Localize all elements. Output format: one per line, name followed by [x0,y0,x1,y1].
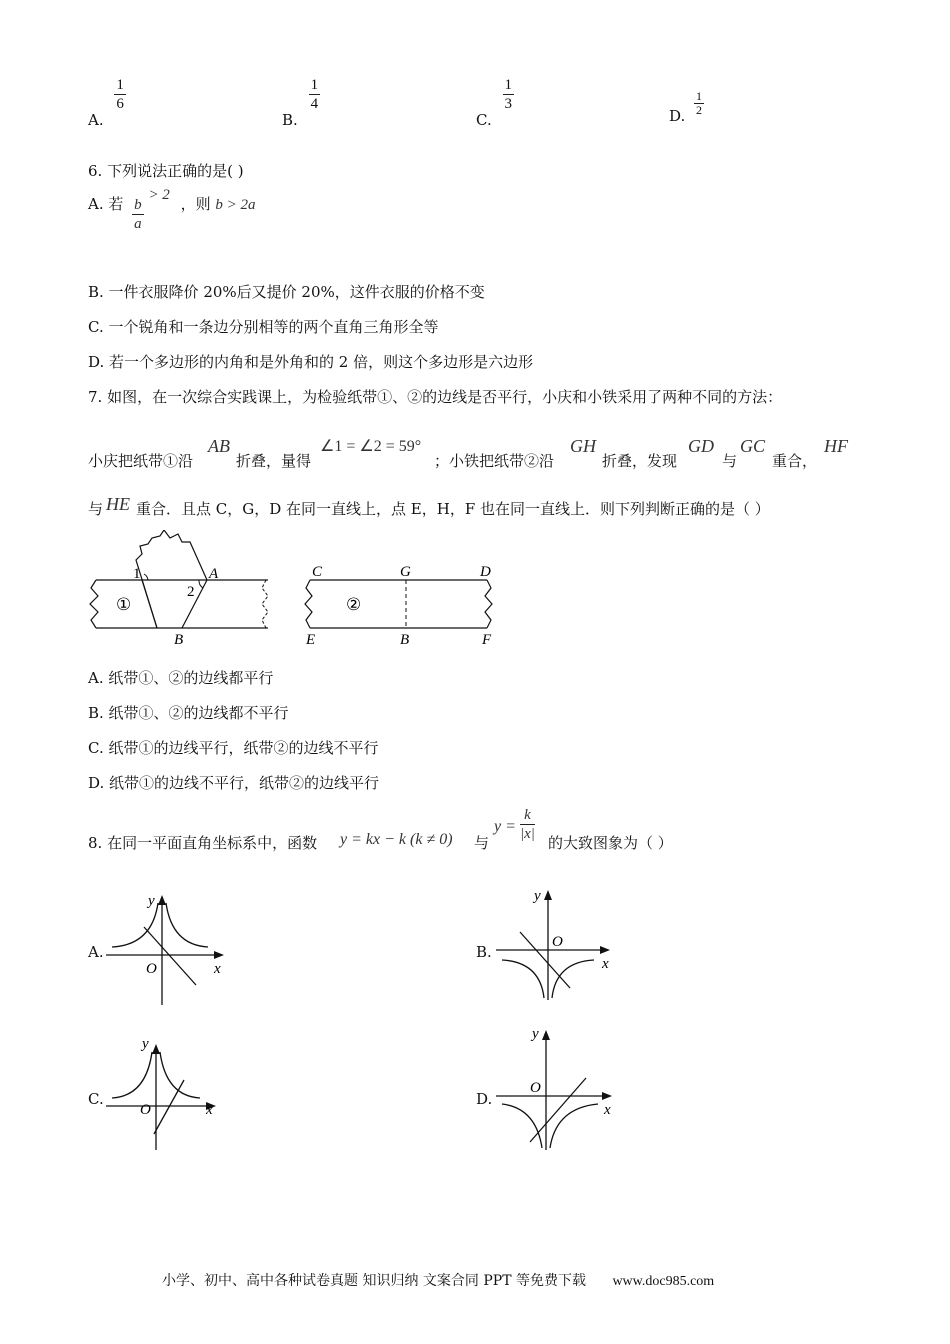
option-letter: D. [669,106,686,125]
q6-stem: 6. 下列说法正确的是( ) [88,162,244,180]
hyperbola-right [160,1052,200,1098]
label-a: A [209,566,219,582]
q8-option-d-letter: D. [476,1090,493,1108]
circle-1: ① [116,595,132,614]
option-letter: A. [88,110,104,129]
origin-label: O [552,934,563,950]
angle-1-mark [144,574,148,580]
circle-2: ② [346,595,362,614]
x-label: x [206,1102,213,1118]
label-f: F [482,632,492,648]
left-torn-edge [90,580,98,628]
fraction: $\frac{1}{6}$ [116,77,124,112]
q5-option-d [669,89,704,125]
x-label: x [214,961,221,977]
x-label: x [604,1102,611,1118]
label-1: 1 [133,566,141,582]
footer-link[interactable]: www.doc985.com [612,1274,715,1289]
y-arrow [152,1044,160,1054]
q7-stem-line3: 与 HE 重合．且点 C，G，D 在同一直线上，点 E，H，F 也在同一直线上．则下列判断正确的是（ ） [88,494,770,518]
q8-option-a-letter: A. [88,943,104,961]
y-arrow [542,1030,550,1040]
strip2-right-edge [485,580,492,628]
q7-option-a: A. 纸带①、②的边线都平行 [88,669,274,687]
y-arrow [158,895,166,905]
y-label: y [534,888,541,904]
q6-option-b: B. 一件衣服降价 20%后又提价 20%，这件衣服的价格不变 [88,283,485,301]
folded-flap [136,530,207,628]
y-label: y [532,1026,539,1042]
q6-option-d: D. 若一个多边形的内角和是外角和的 2 倍，则这个多边形是六边形 [88,353,534,371]
q7-option-d: D. 纸带①的边线不平行，纸带②的边线平行 [88,774,380,792]
q8-option-b-letter: B. [476,943,492,961]
q8-graph-b [490,880,625,1005]
y-label: y [142,1036,149,1052]
footer [162,1270,714,1290]
hyperbola-left [112,1052,152,1098]
option-letter: B. [282,110,298,129]
hyperbola-right [166,903,208,947]
fraction-k-over-abs-x: $\frac{k}{|x|}$ [520,807,535,842]
q5-option-a [88,76,126,129]
label-c: C [312,564,323,580]
x-arrow [600,946,610,954]
origin-label: O [530,1080,541,1096]
q5-option-c [476,76,514,129]
fold-line-ab [182,580,207,628]
line-kx-minus-k [154,1080,184,1134]
x-arrow [602,1092,612,1100]
x-label: x [602,956,609,972]
q6-option-a: A. 若 $\frac{b}{a}$ > 2 ，则 b > 2a [88,186,256,232]
q7-stem-line2: 小庆把纸带①沿 AB 折叠，量得 ∠1 = ∠2 = 59° ；小铁把纸带②沿 GH 折叠，发现 GD 与 GC 重合， HF [88,436,848,470]
y-label: y [148,893,155,909]
y-arrow [544,890,552,900]
strip2-left-edge [305,580,312,628]
hyperbola-left [502,1104,542,1148]
q8-stem: 8. 在同一平面直角坐标系中，函数 y = kx − k (k ≠ 0) 与 y = $\frac{k}{|x|}$ 的大致图象为（ ） [88,807,673,852]
q7-figure-strip-1 [86,530,286,648]
origin-label: O [146,961,157,977]
hyperbola-right [552,960,594,998]
fraction: $\frac{1}{4}$ [310,77,319,112]
label-g: G [400,564,411,580]
q6-option-c: C. 一个锐角和一条边分别相等的两个直角三角形全等 [88,318,439,336]
x-arrow [214,951,224,959]
origin-label: O [140,1102,151,1118]
label-2: 2 [187,584,195,600]
label-b: B [174,632,184,648]
flap-edge-inner [142,580,157,628]
label-e: E [306,632,316,648]
hyperbola-left [502,960,544,998]
q8-graph-d [490,1020,625,1155]
fraction: $\frac{1}{3}$ [504,77,512,112]
angle-2-mark [199,580,203,588]
q8-graph-a [100,885,240,1010]
fraction-b-over-a: $\frac{b}{a}$ [134,197,142,232]
q7-option-c: C. 纸带①的边线平行，纸带②的边线不平行 [88,739,379,757]
right-torn-edge [262,580,268,628]
label-d: D [480,564,491,580]
label-b2: B [400,632,410,648]
fraction: $\frac{1}{2}$ [696,89,703,117]
q7-option-b: B. 纸带①、②的边线都不平行 [88,704,289,722]
option-letter: C. [476,110,492,129]
q7-figure-strip-2 [302,560,502,650]
hyperbola-left [112,903,158,947]
q8-option-c-letter: C. [88,1090,104,1108]
q7-stem-line1: 7. 如图，在一次综合实践课上，为检验纸带①、②的边线是否平行，小庆和小铁采用了两种不同的方法： [88,388,783,406]
q5-option-b [282,76,320,129]
footer-text: 小学、初中、高中各种试卷真题 知识归纳 文案合同 PPT 等免费下载 [162,1273,586,1289]
q8-graph-c [100,1030,230,1155]
